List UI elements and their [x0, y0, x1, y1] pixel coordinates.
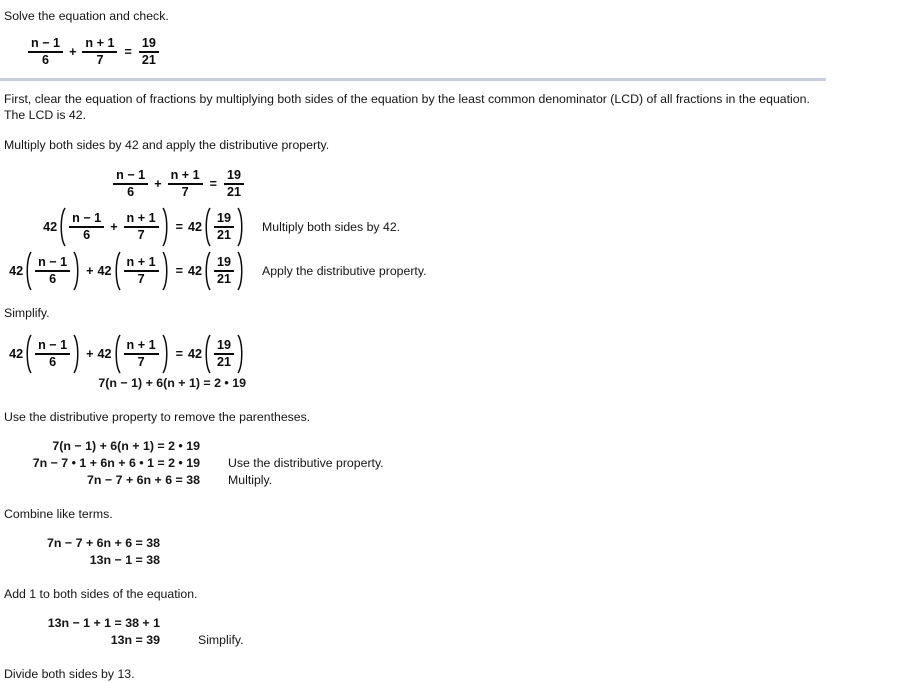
- left-paren-icon: [23, 334, 32, 374]
- parenthesized-group: [23, 334, 82, 374]
- equation-annotation: Multiply.: [228, 473, 273, 487]
- equation-annotation: Apply the distributive property.: [262, 264, 427, 278]
- parenthesized-group: [112, 251, 171, 291]
- equation-row: [0, 535, 898, 552]
- fraction: $\frac{19}{21}$: [214, 256, 234, 286]
- fraction: $\frac{n + 1}{7}$: [124, 339, 159, 369]
- equation-text: 13n − 1 = 38: [89, 553, 160, 567]
- problem-fraction-2: $\frac{n + 1}{7}$: [82, 37, 117, 67]
- equals-operator: =: [124, 45, 132, 59]
- equation-block-distributive: [0, 438, 898, 489]
- simplify-label: Simplify.: [4, 306, 50, 320]
- coefficient: 42: [187, 347, 202, 361]
- equation-row: [0, 335, 898, 373]
- equals-operator: =: [209, 177, 217, 191]
- intro-paragraph: First, clear the equation of fractions by multiplying both sides of the equation by the least common denominator (LCD) of all fractions in the equation. The LCD is 42.: [4, 92, 810, 122]
- equation-text: 7n − 7 + 6n + 6 = 38: [47, 536, 160, 550]
- parenthesized-group: [202, 334, 246, 374]
- equals-operator: =: [175, 264, 183, 278]
- equation-annotation: Simplify.: [198, 633, 244, 647]
- left-paren-icon: [202, 334, 211, 374]
- parenthesized-group: [202, 207, 246, 247]
- plus-operator: +: [110, 220, 118, 234]
- problem-equation: [26, 37, 898, 67]
- equation-row: [0, 632, 898, 649]
- coefficient: 42: [9, 347, 24, 361]
- combine-label: Combine like terms.: [4, 507, 113, 521]
- right-paren-icon: [73, 251, 82, 291]
- add-label: Add 1 to both sides of the equation.: [4, 587, 198, 601]
- page-title: Solve the equation and check.: [4, 9, 169, 23]
- coefficient: 42: [187, 220, 202, 234]
- fraction: $\frac{n - 1}{6}$: [35, 256, 70, 286]
- equation-row: [0, 455, 898, 472]
- equation-row: [0, 252, 898, 290]
- equation-row: [0, 472, 898, 489]
- equals-operator: =: [175, 220, 183, 234]
- right-paren-icon: [237, 207, 246, 247]
- divide-label: Divide both sides by 13.: [4, 667, 135, 681]
- fraction: $\frac{n + 1}{7}$: [168, 169, 203, 199]
- equation-row: [0, 552, 898, 569]
- right-paren-icon: [162, 207, 171, 247]
- right-paren-icon: [162, 334, 171, 374]
- problem-fraction-3: $\frac{19}{21}$: [139, 37, 159, 67]
- equals-operator: =: [175, 347, 183, 361]
- problem-fraction-1: $\frac{n - 1}{6}$: [28, 37, 63, 67]
- left-paren-icon: [202, 251, 211, 291]
- plus-operator: +: [154, 177, 162, 191]
- fraction: $\frac{n + 1}{7}$: [124, 212, 159, 242]
- fraction: $\frac{n - 1}{6}$: [69, 212, 104, 242]
- equation-block-multiply: [0, 169, 898, 290]
- left-paren-icon: [112, 251, 121, 291]
- parenthesized-group: [23, 251, 82, 291]
- distributive-label: Use the distributive property to remove the parentheses.: [4, 410, 311, 424]
- coefficient: 42: [97, 264, 112, 278]
- simplify-result: 7(n − 1) + 6(n + 1) = 2 • 19: [98, 376, 246, 390]
- coefficient: 42: [97, 347, 112, 361]
- equation-annotation: Multiply both sides by 42.: [262, 220, 401, 234]
- plus-operator: +: [86, 264, 94, 278]
- fraction: $\frac{n + 1}{7}$: [124, 256, 159, 286]
- parenthesized-group: [202, 251, 246, 291]
- fraction: $\frac{19}{21}$: [214, 212, 234, 242]
- equation-row: [0, 438, 898, 455]
- fraction: $\frac{n - 1}{6}$: [113, 169, 148, 199]
- section-divider: [0, 78, 826, 81]
- left-paren-icon: [23, 251, 32, 291]
- equation-text: 13n = 39: [110, 633, 160, 647]
- fraction: $\frac{19}{21}$: [214, 339, 234, 369]
- coefficient: 42: [43, 220, 58, 234]
- equation-annotation: Use the distributive property.: [228, 456, 384, 470]
- equation-block-simplify: [0, 335, 898, 392]
- fraction: $\frac{19}{21}$: [224, 169, 244, 199]
- equation-block-add: [0, 615, 898, 649]
- coefficient: 42: [187, 264, 202, 278]
- equation-text: 7n − 7 + 6n + 6 = 38: [87, 473, 200, 487]
- equation-text: 7(n − 1) + 6(n + 1) = 2 • 19: [52, 439, 200, 453]
- parenthesized-group: [112, 334, 171, 374]
- intro-instruction: Multiply both sides by 42 and apply the distributive property.: [4, 138, 330, 152]
- parenthesized-group: [57, 207, 170, 247]
- right-paren-icon: [237, 251, 246, 291]
- right-paren-icon: [73, 334, 82, 374]
- plus-operator: +: [86, 347, 94, 361]
- equation-text: 7n − 7 • 1 + 6n + 6 • 1 = 2 • 19: [32, 456, 200, 470]
- plus-operator: +: [69, 45, 77, 59]
- fraction: $\frac{n - 1}{6}$: [35, 339, 70, 369]
- equation-row: [0, 375, 898, 392]
- left-paren-icon: [202, 207, 211, 247]
- equation-text: 13n − 1 + 1 = 38 + 1: [47, 616, 160, 630]
- equation-row: [0, 169, 898, 199]
- right-paren-icon: [237, 334, 246, 374]
- equation-block-combine: [0, 535, 898, 569]
- right-paren-icon: [162, 251, 171, 291]
- equation-row: [0, 615, 898, 632]
- coefficient: 42: [9, 264, 24, 278]
- left-paren-icon: [57, 207, 66, 247]
- left-paren-icon: [112, 334, 121, 374]
- equation-row: [0, 208, 898, 246]
